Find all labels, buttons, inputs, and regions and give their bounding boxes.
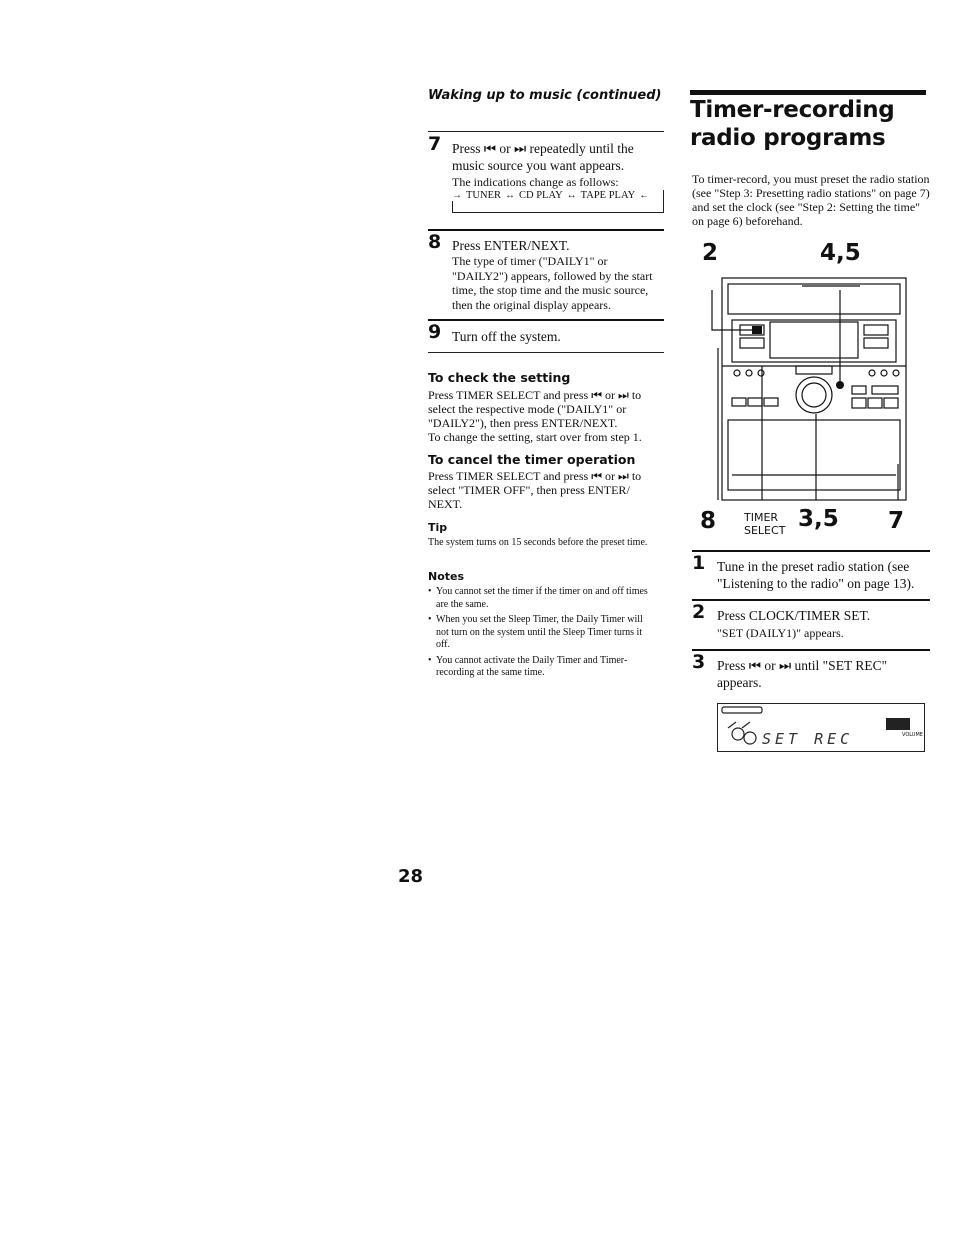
source-sequence: → TUNER ↔ CD PLAY ↔ TAPE PLAY ← xyxy=(452,190,664,214)
cancel-body: Press TIMER SELECT and press ⏮ or ⏭ to select "TIMER OFF", then press ENTER/ NEXT. xyxy=(428,469,642,511)
divider xyxy=(692,550,930,552)
check-body: Press TIMER SELECT and press ⏮ or ⏭ to select the respective mode ("DAILY1" or "DAILY2"), then press ENTER/NEXT. xyxy=(428,388,642,430)
divider xyxy=(428,352,664,353)
page-number: 28 xyxy=(398,866,424,887)
intro-text: To timer-record, you must preset the radio station (see "Step 3: Presetting radio stations" on page 7) and set the clock (see "Step 2: Setting the time" on page 6) beforehand. xyxy=(692,172,930,228)
sequence-tape-play: TAPE PLAY xyxy=(580,190,636,201)
notes-heading: Notes xyxy=(428,570,465,583)
right-step-1-title: Tune in the preset radio station (see "Listening to the radio" on page 13). xyxy=(717,559,915,591)
step-7-number: 7 xyxy=(428,133,442,155)
step-8-number: 8 xyxy=(428,231,442,253)
tip-heading: Tip xyxy=(428,521,448,534)
right-step-2-title: Press CLOCK/TIMER SET. xyxy=(717,608,871,623)
tip-body: The system turns on 15 seconds before the preset time. xyxy=(428,537,648,548)
stereo-diagram xyxy=(692,240,932,545)
check-body-2: To change the setting, start over from step 1. xyxy=(428,430,642,444)
divider xyxy=(428,319,664,321)
right-step-3-title: Press ⏮ or ⏭ until "SET REC" appears. xyxy=(717,658,888,690)
cancel-heading: To cancel the timer operation xyxy=(428,452,636,467)
diagram-label-4-5: 4,5 xyxy=(820,240,861,266)
right-step-2-body: "SET (DAILY1)" appears. xyxy=(717,626,844,640)
sequence-cd-play: CD PLAY xyxy=(519,190,563,201)
diagram-label-7: 7 xyxy=(888,508,905,534)
lcd-readout: SET REC xyxy=(762,730,854,748)
divider xyxy=(428,229,664,231)
step-9-number: 9 xyxy=(428,321,442,343)
step-8-title: Press ENTER/NEXT. xyxy=(452,238,570,253)
divider xyxy=(692,599,930,601)
divider xyxy=(692,649,930,651)
divider xyxy=(428,131,664,132)
step-7-title: Press ⏮ or ⏭ repeatedly until the music source you want appears. xyxy=(452,141,634,173)
check-heading: To check the setting xyxy=(428,370,571,385)
note-item: • When you set the Sleep Timer, the Daily Timer will not turn on the system until the Sleep Timer turns it off. xyxy=(436,614,654,652)
step-9-title: Turn off the system. xyxy=(452,329,561,344)
diagram-label-8: 8 xyxy=(700,508,717,534)
step-8-body: The type of timer ("DAILY1" or "DAILY2") appears, followed by the start time, the stop time and the music source, then the original display appears. xyxy=(452,254,653,312)
display-panel xyxy=(717,703,925,752)
sequence-tuner: TUNER xyxy=(466,190,501,201)
note-item: • You cannot activate the Daily Timer and Timer-recording at the same time. xyxy=(436,655,654,680)
right-step-3-number: 3 xyxy=(692,651,706,673)
stereo-unit-illustration xyxy=(692,270,932,540)
right-step-2-number: 2 xyxy=(692,601,706,623)
running-head: Waking up to music (continued) xyxy=(428,88,662,103)
title-bar xyxy=(690,90,926,95)
diagram-label-2: 2 xyxy=(702,240,719,266)
timer-select-label: TIMER SELECT xyxy=(744,511,786,537)
section-title: Timer-recording radio programs xyxy=(690,97,895,151)
notes-list xyxy=(428,586,654,683)
note-item: • You cannot set the timer if the timer on and off times are the same. xyxy=(436,586,654,611)
diagram-label-3-5: 3,5 xyxy=(798,506,839,532)
step-7-body: The indications change as follows: xyxy=(452,175,619,189)
right-step-1-number: 1 xyxy=(692,552,706,574)
volume-label: VOLUME xyxy=(902,732,923,738)
